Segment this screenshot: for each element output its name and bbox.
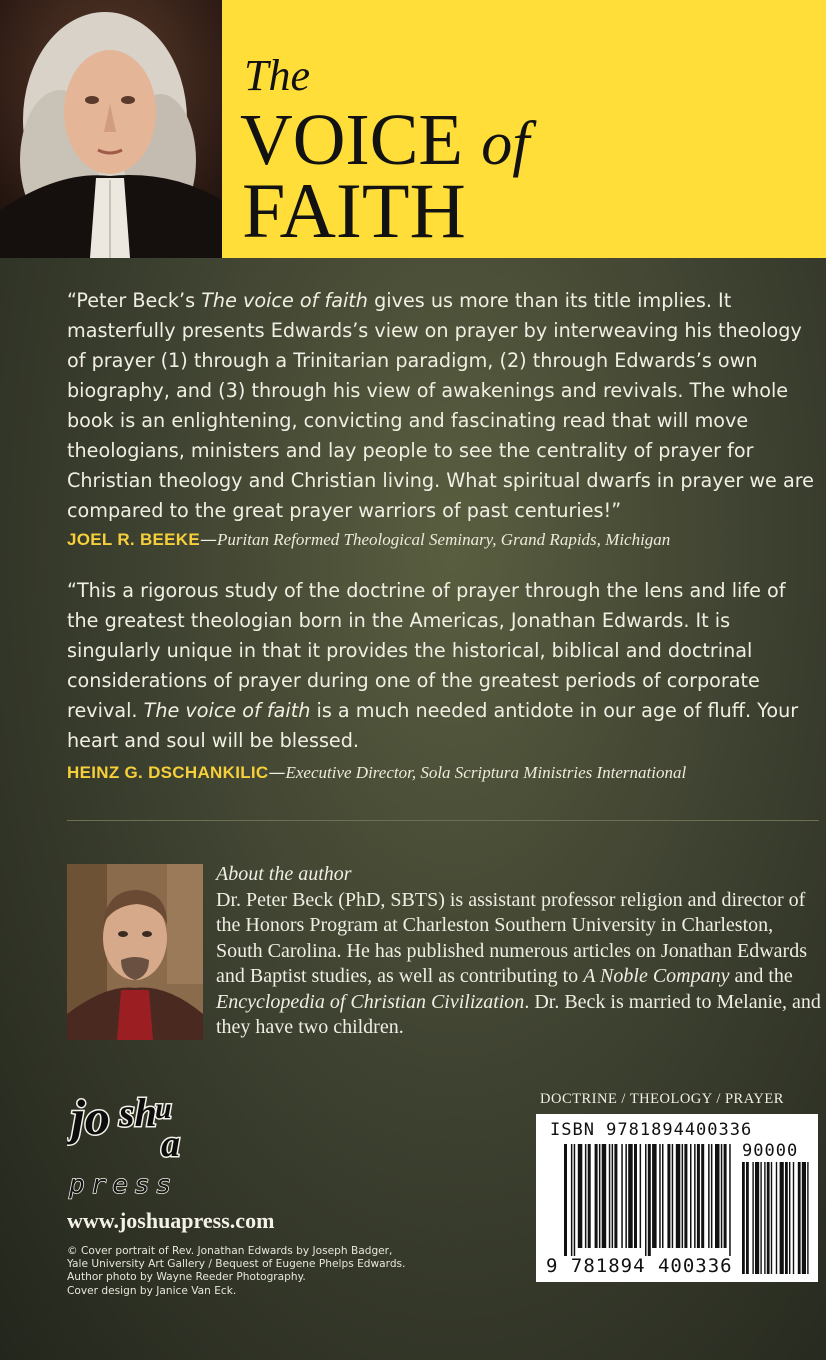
cover-credits: © Cover portrait of Rev. Jonathan Edwards by Joseph Badger, Yale University Art Gallery / Bequest of Eugene Phelps Edwards. Author photo by Wayne Reeder Photography. Cover design by Janice Van Eck.: [67, 1245, 406, 1297]
quote2-book-title: The voice of faith: [143, 699, 311, 722]
barcode-number: 9 781894 400336: [546, 1255, 733, 1277]
edwards-portrait: [0, 0, 222, 258]
endorser-org-2: Executive Director, Sola Scriptura Ministries International: [285, 763, 687, 782]
about-author: [216, 862, 822, 1041]
endorsement-quote-2: “This a rigorous study of the doctrine of prayer through the lens and life of the greatest theologian born in the Americas, Jonathan Edwards. It is singularly unique in that it provides the historical, biblical and doctrinal considerations of prayer during one of the greatest periods of corporate revival. The voice of faith is a much needed antidote in our age of fluff. Your heart and soul will be blessed.: [67, 579, 799, 752]
barcode-addon-number: 90000: [742, 1141, 799, 1161]
endorser-name-2: HEINZ G. DSCHANKILIC: [67, 763, 269, 782]
about-text: Dr. Peter Beck (PhD, SBTS) is assistant professor religion and director of the Honors Program at Charleston Southern University in Charleston, South Carolina. He has published numerous articles on Jonathan Edwards and Baptist studies, as well as contributing to A Noble Company and the Encyclopedia of Christian Civilization. Dr. Beck is married to Melanie, and they have two children.: [216, 888, 821, 1038]
title-voice: VOICE: [240, 99, 464, 180]
joshua-press-logo: [67, 1090, 197, 1200]
isbn-barcode: [536, 1114, 818, 1282]
publisher-url[interactable]: www.joshuapress.com: [67, 1208, 275, 1233]
svg-text:a: a: [161, 1123, 180, 1165]
endorser-name-1: JOEL R. BEEKE: [67, 530, 201, 549]
title-faith: FAITH: [242, 167, 466, 254]
svg-text:u: u: [155, 1092, 172, 1125]
logo-press-text: press: [69, 1170, 178, 1200]
author-photo: [67, 864, 203, 1040]
isbn-label: ISBN 9781894400336: [550, 1120, 753, 1140]
category-label: DOCTRINE / THEOLOGY / PRAYER: [540, 1091, 784, 1107]
svg-text:jo: jo: [71, 1090, 110, 1145]
title-the: The: [244, 51, 310, 100]
svg-text:sh: sh: [119, 1090, 157, 1135]
cover-header: [0, 0, 826, 258]
endorser-org-1: Puritan Reformed Theological Seminary, Grand Rapids, Michigan: [217, 530, 671, 549]
endorsement-quote-1: “Peter Beck’s The voice of faith gives us more than its title implies. It masterfully presents Edwards’s view on prayer by interweaving his theology of prayer (1) through a Trinitarian paradigm, (2) through Edwards’s own biography, and (3) through his view of awakenings and revivals. The whole book is an enlightening, convicting and fascinating read that will move theologians, ministers and lay people to see the centrality of prayer for Christian theology and Christian living. What spiritual dwarfs in prayer we are compared to the great prayer warriors of past centuries!”: [67, 289, 814, 522]
endorsement-attribution-2: HEINZ G. DSCHANKILIC—Executive Director, Sola Scriptura Ministries International: [67, 763, 687, 783]
quote1-book-title: The voice of faith: [201, 289, 368, 312]
about-heading: About the author: [216, 863, 352, 885]
title-of: of: [481, 110, 530, 178]
endorsement-attribution-1: JOEL R. BEEKE—Puritan Reformed Theological Seminary, Grand Rapids, Michigan: [67, 530, 671, 550]
section-divider: [67, 820, 819, 821]
